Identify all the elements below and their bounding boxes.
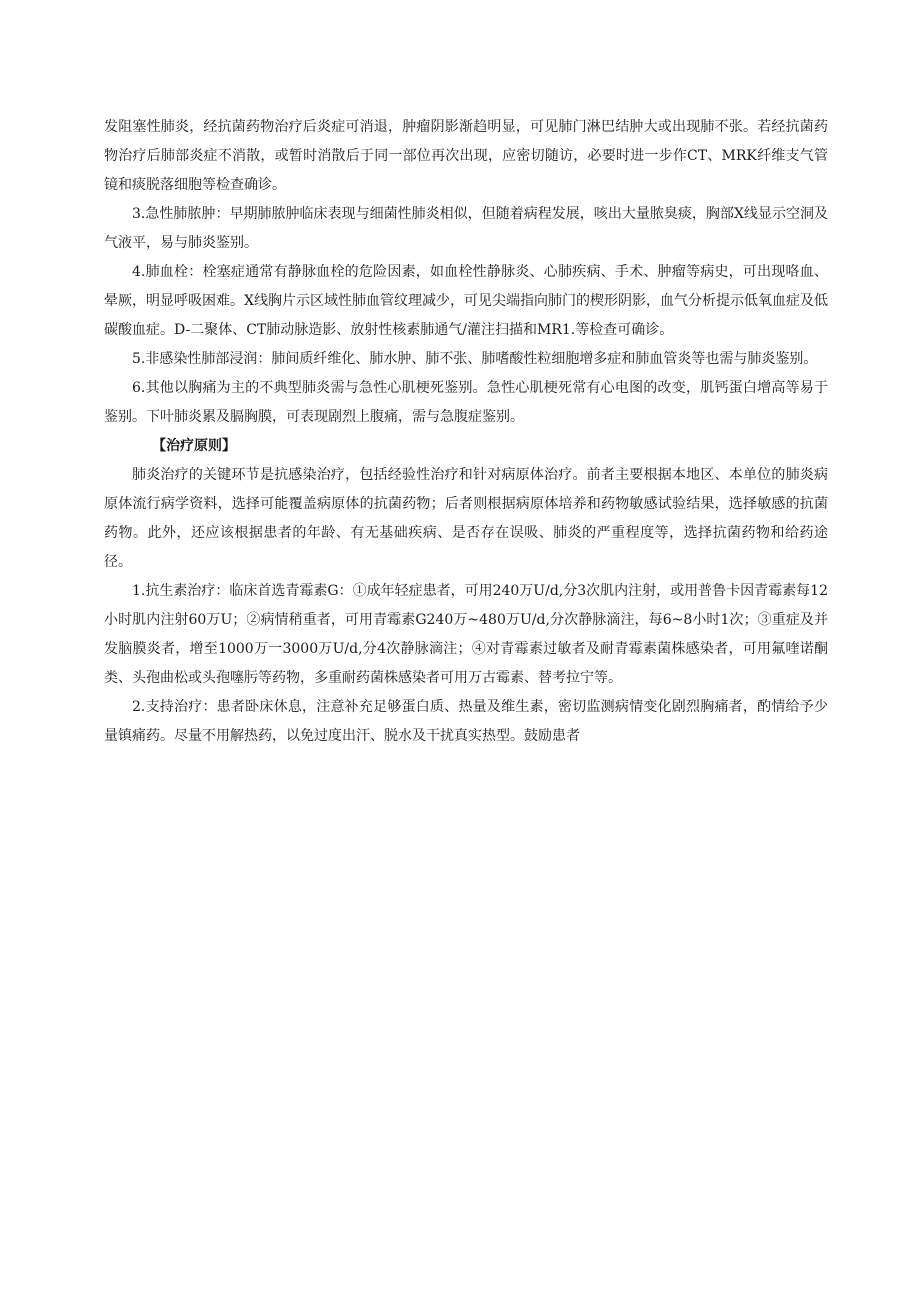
paragraph-pulmonary-embolism: 4.肺血栓：栓塞症通常有静脉血栓的危险因素，如血栓性静脉炎、心肺疾病、手术、肿瘤等病史，可出现咯血、晕厥，明显呼吸困难。X线胸片示区域性肺血管纹理减少，可见尖端指向肺门的楔形阴影，血气分析提示低氧血症及低碳酸血症。D-二聚体、CT肺动脉造影、放射性核素肺通气/灌注扫描和MR1.等检查可确诊。: [104, 264, 828, 338]
paragraph-chest-pain: 6.其他以胸痛为主的不典型肺炎需与急性心肌梗死鉴别。急性心肌梗死常有心电图的改变，肌钙蛋白增高等易于鉴别。下叶肺炎累及膈胸膜，可表现剧烈上腹痛，需与急腹症鉴别。: [104, 380, 828, 425]
paragraph-treatment-intro: 肺炎治疗的关键环节是抗感染治疗，包括经验性治疗和针对病原体治疗。前者主要根据本地区、本单位的肺炎病原体流行病学资料，选择可能覆盖病原体的抗菌药物；后者则根据病原体培养和药物敏感试验结果，选择敏感的抗菌药物。此外，还应该根据患者的年龄、有无基础疾病、是否存在误吸、肺炎的严重程度等，选择抗菌药物和给药途径。: [104, 467, 828, 570]
paragraph-noninfectious-infiltration: 5.非感染性肺部浸润：肺间质纤维化、肺水肿、肺不张、肺嗜酸性粒细胞增多症和肺血管炎等也需与肺炎鉴别。: [132, 351, 818, 367]
paragraph-supportive-therapy: 2.支持治疗：患者卧床休息，注意补充足够蛋白质、热量及维生素，密切监测病情变化剧烈胸痛者，酌情给予少量镇痛药。尽量不用解热药，以免过度出汗、脱水及干扰真实热型。鼓励患者: [104, 699, 828, 744]
paragraph-obstructive-pneumonia: 发阻塞性肺炎，经抗菌药物治疗后炎症可消退，肿瘤阴影渐趋明显，可见肺门淋巴结肿大或出现肺不张。若经抗菌药物治疗后肺部炎症不消散，或暂时消散后于同一部位再次出现，应密切随访，必要时进一步作CT、MRK纤维支气管镜和痰脱落细胞等检查确诊。: [104, 119, 828, 193]
section-heading-treatment: 【治疗原则】: [152, 438, 236, 454]
document-page: [104, 113, 828, 751]
paragraph-antibiotic-therapy: 1.抗生素治疗：临床首选青霉素G：①成年轻症患者，可用240万U/d,分3次肌内注射，或用普鲁卡因青霉素每12小时肌内注射60万U；②病情稍重者，可用青霉素G240万~480万U/d,分次静脉滴注，每6~8小时1次；③重症及并发脑膜炎者，增至1000万一3000万U/d,分4次静脉滴注；④对青霉素过敏者及耐青霉素菌株感染者，可用氟喹诺酮类、头孢曲松或头孢噻肟等药物，多重耐药菌株感染者可用万古霉素、替考拉宁等。: [104, 583, 828, 686]
paragraph-lung-abscess: 3.急性肺脓肿：早期肺脓肿临床表现与细菌性肺炎相似，但随着病程发展，咳出大量脓臭痰，胸部X线显示空洞及气液平，易与肺炎鉴别。: [104, 206, 828, 251]
